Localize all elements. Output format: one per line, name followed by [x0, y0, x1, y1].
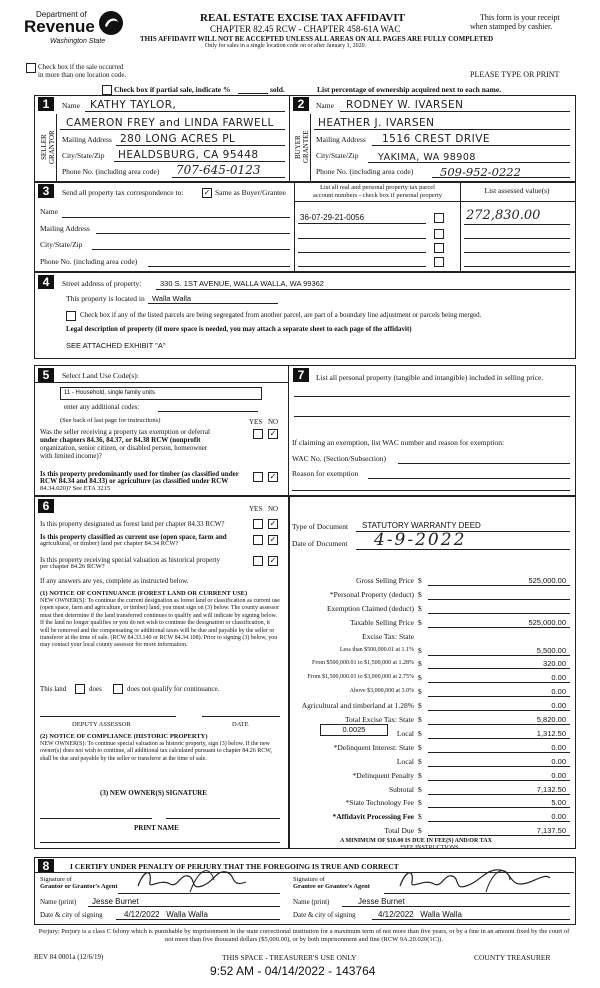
- tax-row-label: From $1,500,000.01 to $3,000,000 at 2.75%: [307, 674, 414, 681]
- grantee-sig-label-2: Grantee or Grantee's Agent: [293, 883, 370, 890]
- seller-addr[interactable]: 280 LONG ACRES PL: [120, 133, 236, 145]
- tax-row-label: *Affidavit Processing Fee: [332, 812, 414, 822]
- tax-row-value[interactable]: 0.00: [551, 742, 566, 752]
- section-1-badge: 1: [38, 97, 54, 111]
- notice-2-body: NEW OWNER(S): To continue special valuation as historic property, sign (3) below. If the new owner(s) does not wish to continue, all additional tax calculated pursuant to chapter 84.26 RCW, shall be due and payable by the seller or transferor at the time of sale.: [40, 741, 272, 762]
- tax-row-label: Above $3,000,000 at 3.0%: [349, 688, 414, 695]
- tax-row-dollar: $: [418, 701, 422, 711]
- grantor-name[interactable]: Jesse Burnet: [92, 897, 139, 906]
- tax-row-label: Agricultural and timberland at 1.28%: [301, 701, 414, 711]
- receipt-stamp: 9:52 AM - 04/14/2022 - 143764: [210, 964, 376, 978]
- multi-location-checkbox[interactable]: [26, 63, 36, 73]
- receipt-note-1: This form is your receipt: [480, 13, 560, 22]
- doc-date-label: Date of Document: [292, 539, 348, 548]
- s3-addr-label: Mailing Address: [40, 224, 90, 233]
- tax-row-label: *State Technology Fee: [345, 798, 414, 808]
- buyer-phone-label: Phone No. (including area code): [316, 167, 414, 176]
- luc-select[interactable]: [60, 387, 262, 400]
- s6-if-yes: If any answers are yes, complete as instructed below.: [40, 577, 189, 585]
- state-label: Washington State: [50, 38, 106, 45]
- tax-row-dollar: $: [418, 687, 422, 697]
- tax-row-dollar: $: [418, 728, 422, 738]
- s6-q1-yes-checkbox[interactable]: [253, 519, 263, 529]
- deputy-date-line[interactable]: [202, 716, 280, 717]
- see-instructions: *SEE INSTRUCTIONS: [400, 845, 459, 851]
- tax-row-dollar: $: [418, 673, 422, 683]
- s5-q1-yes-checkbox[interactable]: [253, 429, 263, 439]
- personal-property-label: List all personal property (tangible and intangible) included in selling price.: [316, 373, 544, 382]
- tax-row-dollar: $: [418, 659, 422, 669]
- partial-percent-line[interactable]: [238, 93, 268, 94]
- reason-label: Reason for exemption: [292, 469, 359, 478]
- s3-city-line[interactable]: [92, 249, 290, 250]
- partial-sale-checkbox[interactable]: [102, 85, 112, 95]
- wac-label: WAC No. (Section/Subsection): [292, 454, 386, 463]
- tax-row-value[interactable]: 5,500.00: [536, 645, 566, 655]
- s6-yes-header: YES: [249, 505, 263, 513]
- land-does-checkbox[interactable]: [75, 684, 85, 694]
- owner-sig-line-2[interactable]: [166, 818, 280, 819]
- tax-row-value[interactable]: 0.00: [551, 770, 566, 780]
- s6-q2-yes-checkbox[interactable]: [253, 535, 263, 545]
- seller-side-label: SELLER GRANTOR: [40, 130, 56, 164]
- revenue-label: Revenue: [24, 17, 95, 36]
- form-sub: Only for sales in a single location code on or after January 1, 2020.: [205, 43, 367, 49]
- doc-type-value[interactable]: STATUTORY WARRANTY DEED: [362, 521, 481, 530]
- reason-line[interactable]: [368, 478, 570, 479]
- tax-row-dollar: $: [418, 826, 422, 836]
- tax-row-label: Local: [396, 756, 414, 766]
- tax-row-value[interactable]: 7,132.50: [536, 784, 566, 794]
- notice-1-body: NEW OWNER(S): To continue the current designation as forest land or classification as current use (open space, farm and agriculture, or timber) land, you must sign on (3) below. The county assessor must then determine if the land transferred continues to qualify and will indicate by signing below. If the land no longer qualifies or you do not wish to continue the designation or classification, it will be removed and the compensating or additional taxes will be due and payable by the seller or transferor at the time of sale. (RCW 84.33.140 or RCW 84.34.108). Prior to signing (3) below, you may contact your local county assessor for more information.: [40, 598, 280, 649]
- s5-q2-a: Is this property predominantly used for timber (as classified under: [40, 470, 239, 478]
- does-label: does: [89, 685, 102, 693]
- tax-row-value[interactable]: 7,137.50: [536, 826, 566, 836]
- tax-row-value[interactable]: 320.00: [543, 659, 566, 669]
- tax-row-value[interactable]: 5.00: [551, 798, 566, 808]
- notice-1-title: (1) NOTICE OF CONTINUANCE (FOREST LAND OR CURRENT USE): [40, 590, 248, 597]
- tax-row-label: Exemption Claimed (deduct): [326, 603, 414, 613]
- luc-label: Select Land Use Code(s):: [62, 371, 139, 380]
- tax-row-dollar: $: [418, 617, 422, 627]
- tax-row-dollar: $: [418, 812, 422, 822]
- notice-3-title: (3) NEW OWNER(S) SIGNATURE: [100, 789, 207, 797]
- s6-q3-a: Is this property receiving special valuation as historical property: [40, 556, 221, 564]
- tax-row-label: *Delinquent Penalty: [352, 770, 414, 780]
- tax-row-dollar: $: [418, 756, 422, 766]
- s6-no-header: NO: [268, 505, 279, 513]
- dor-swirl-icon: [98, 10, 124, 36]
- buyer-city[interactable]: YAKIMA, WA 98908: [378, 152, 476, 163]
- additional-codes-line[interactable]: [158, 411, 258, 412]
- section-4-badge: 4: [38, 275, 54, 289]
- tax-row-dollar: $: [418, 798, 422, 808]
- s3-phone-line[interactable]: [148, 266, 290, 267]
- same-as-buyer-checkbox[interactable]: ✓: [203, 188, 211, 197]
- seller-name-label: Name: [62, 101, 80, 110]
- legal-description[interactable]: SEE ATTACHED EXHIBIT "A": [66, 341, 166, 350]
- parcel-header-2: account numbers - check box if personal property: [312, 192, 443, 199]
- segregated-checkbox[interactable]: [66, 311, 76, 321]
- section-8-badge: 8: [38, 859, 54, 873]
- buyer-addr[interactable]: 1516 CREST DRIVE: [382, 133, 491, 145]
- grantor-name-label: Name (print): [40, 898, 77, 906]
- s5-q1-a: Was the seller receiving a property tax exemption or deferral: [40, 428, 210, 436]
- seller-name-1[interactable]: KATHY TAYLOR,: [90, 99, 177, 111]
- s6-q1: Is this property designated as forest land per chapter 84.33 RCW?: [40, 520, 225, 528]
- s6-q3-yes-checkbox[interactable]: [253, 556, 263, 566]
- seller-city[interactable]: HEALDSBURG, CA 95448: [118, 149, 259, 161]
- parcel-number-1[interactable]: 36-07-29-21-0056: [300, 213, 365, 222]
- buyer-phone[interactable]: 509-952-0222: [440, 165, 521, 179]
- see-back-label: (See back of last page for instructions): [60, 417, 161, 424]
- tax-row-value[interactable]: 0.00: [551, 687, 566, 697]
- dor-logo: [22, 8, 132, 54]
- tax-row-value[interactable]: 1,312.50: [536, 728, 566, 738]
- minimum-note: A MINIMUM OF $10.00 IS DUE IN FEE(S) AND/OR TAX: [340, 838, 492, 844]
- parcel-1-checkbox[interactable]: [434, 213, 444, 223]
- street-label: Street address of property:: [62, 279, 142, 288]
- grantee-name-label: Name (print): [293, 898, 330, 906]
- assessed-header: List assessed value(s): [484, 186, 550, 195]
- section-6-badge: 6: [38, 499, 54, 513]
- pct-ownership-label: List percentage of ownership acquired next to each name.: [317, 85, 502, 94]
- exemption-claim-label: If claiming an exemption, list WAC number and reason for exemption:: [292, 438, 505, 447]
- print-name-label: PRINT NAME: [134, 824, 179, 832]
- s3-phone-label: Phone No. (including area code): [40, 257, 138, 266]
- s5-q1-d: with limited income)?: [40, 452, 102, 460]
- buyer-name-2[interactable]: HEATHER J. IVARSEN: [318, 117, 435, 129]
- doc-date-value[interactable]: 4-9-2022: [374, 530, 467, 550]
- buyer-city-label: City/State/Zip: [316, 151, 359, 160]
- local-rate-box[interactable]: [320, 724, 388, 736]
- located-value[interactable]: Walla Walla: [152, 294, 192, 303]
- deputy-line[interactable]: [40, 716, 176, 717]
- this-land-label: This land: [40, 685, 67, 693]
- partial-sale-label: Check box if partial sale, indicate %: [114, 85, 231, 94]
- s3-city-label: City/State/Zip: [40, 240, 83, 249]
- tax-row-label: Local: [396, 728, 414, 738]
- sold-label: sold.: [270, 85, 285, 94]
- parcel-header-1: List all real and personal property tax parcel: [320, 184, 435, 191]
- section-5-badge: 5: [38, 368, 54, 382]
- tax-row-value[interactable]: 0.00: [551, 701, 566, 711]
- seller-city-label: City/State/Zip: [62, 151, 105, 160]
- tax-row-value[interactable]: 525,000.00: [528, 576, 566, 585]
- s5-q1-b: under chapters 84.36, 84.37, or 84.38 RCW (nonprofit: [40, 436, 201, 444]
- does-not-label: does not qualify for continuance.: [127, 685, 220, 693]
- tax-row-value[interactable]: 525,000.00: [528, 617, 566, 627]
- tax-row-dollar: $: [418, 576, 422, 585]
- s6-q1-no-checkbox[interactable]: ✓: [269, 519, 277, 528]
- s5-q2-no-checkbox[interactable]: ✓: [269, 472, 277, 481]
- seller-addr-label: Mailing Address: [62, 135, 112, 144]
- tax-row-dollar: $: [418, 742, 422, 752]
- multi-location-label-2: in more than one location code.: [38, 71, 127, 79]
- section-3-badge: 3: [38, 184, 54, 198]
- tax-row-label: Subtotal: [388, 784, 414, 794]
- s6-q2-b: agricultural, or timber) land per chapter 84.34 RCW?: [40, 540, 179, 547]
- county-treasurer: COUNTY TREASURER: [474, 953, 551, 962]
- street-address[interactable]: 330 S. 1ST AVENUE, WALLA WALLA, WA 99362: [160, 279, 324, 288]
- parcel-4-checkbox[interactable]: [434, 257, 444, 267]
- owner-print-line[interactable]: [40, 842, 280, 843]
- receipt-note-2: when stamped by cashier.: [470, 22, 553, 31]
- certify-label: I CERTIFY UNDER PENALTY OF PERJURY THAT THE FOREGOING IS TRUE AND CORRECT: [70, 862, 399, 871]
- tax-row-dollar: $: [418, 770, 422, 780]
- tax-row-label: Gross Selling Price: [356, 576, 414, 585]
- s5-yes-header: YES: [249, 418, 263, 426]
- legal-label: Legal description of property (if more space is needed, you may attach a separate sheet to each page of the affidavit): [66, 325, 412, 333]
- perjury-note: Perjury: Perjury is a class C felony which is punishable by imprisonment in the state correctional institution for a maximum term of not more than five years, or by a fine in an amount fixed by the court of not more than five thousand dollars ($5,000.00), or by both imprisonment and fine (RCW 9A.20.020(1C)).: [38, 928, 570, 943]
- s5-q1-no-checkbox[interactable]: ✓: [269, 429, 277, 438]
- luc-value: 11 - Household, single family units: [64, 390, 155, 396]
- grantee-date[interactable]: 4/12/2022 Walla Walla: [378, 910, 462, 919]
- grantee-signature[interactable]: [390, 864, 560, 894]
- parcel-2-checkbox[interactable]: [434, 229, 444, 239]
- tax-row-dollar: $: [418, 784, 422, 794]
- grantee-name[interactable]: Jesse Burnet: [358, 897, 405, 906]
- parcel-3-checkbox[interactable]: [434, 243, 444, 253]
- treasurer-space: THIS SPACE - TREASURER'S USE ONLY: [222, 953, 357, 962]
- deputy-date-label: DATE: [232, 721, 249, 728]
- owner-sig-line-1[interactable]: [40, 818, 152, 819]
- buyer-addr-label: Mailing Address: [316, 135, 366, 144]
- rev-number: REV 84 0001a (12/6/19): [34, 953, 104, 961]
- tax-row-label: Taxable Selling Price: [349, 617, 414, 627]
- doc-type-label: Type of Document: [292, 522, 349, 531]
- s6-q3-b: per chapter 84.26 RCW?: [40, 563, 105, 570]
- s5-no-header: NO: [268, 418, 279, 426]
- tax-row-label: Excise Tax: State: [362, 631, 414, 641]
- seller-name-2[interactable]: CAMERON FREY and LINDA FARWELL: [66, 117, 274, 129]
- grantor-signature[interactable]: [130, 864, 260, 894]
- s6-q2-a: Is this property classified as current use (open space, farm and: [40, 533, 227, 541]
- tax-row-label: Total Due: [384, 826, 414, 836]
- wac-line[interactable]: [398, 463, 570, 464]
- tax-row-dollar: $: [418, 715, 422, 724]
- grantor-sig-label-2: Grantor or Grantor's Agent: [40, 883, 118, 890]
- grantor-date[interactable]: 4/12/2022 Walla Walla: [124, 910, 208, 919]
- tax-row-dollar: $: [418, 589, 422, 599]
- s5-q1-c: organization, senior citizen, or disabled person, homeowner: [40, 444, 208, 452]
- s5-q2-c: 84.34.020)? See ETA 3215: [40, 485, 111, 492]
- s5-q2-b: RCW 84.34 and 84.33) or agriculture (as classified under RCW: [40, 477, 229, 485]
- buyer-name-1[interactable]: RODNEY W. IVARSEN: [346, 99, 464, 111]
- notice-2-title: (2) NOTICE OF COMPLIANCE (HISTORIC PROPERTY): [40, 733, 208, 740]
- additional-codes-label: enter any additional codes:: [64, 403, 140, 411]
- segregated-label: Check box if any of the listed parcels are being segregated from another parcel, are part of a boundary line adjustment or parcels being merged.: [80, 311, 482, 319]
- s3-addr-line[interactable]: [96, 233, 290, 234]
- tax-row-label: *Personal Property (deduct): [329, 589, 414, 599]
- grantor-sig-label-1: Signature of: [40, 876, 72, 883]
- tax-row-value[interactable]: 0.00: [551, 812, 566, 822]
- tax-row-dollar: $: [418, 603, 422, 613]
- multi-location-label-1: Check box if the sale occurred: [38, 63, 124, 71]
- please-type: PLEASE TYPE OR PRINT: [470, 70, 560, 79]
- form-warning: THIS AFFIDAVIT WILL NOT BE ACCEPTED UNLESS ALL AREAS ON ALL PAGES ARE FULLY COMPLETED: [140, 35, 494, 43]
- s3-name-label: Name: [40, 207, 58, 216]
- tax-row-value[interactable]: 0.00: [551, 756, 566, 766]
- section-7-badge: 7: [293, 368, 309, 382]
- deputy-label: DEPUTY ASSESSOR: [72, 721, 131, 728]
- tax-row-dollar: $: [418, 645, 422, 655]
- tax-row-label: Less than $500,000.01 at 1.1%: [339, 646, 414, 653]
- send-label: Send all property tax correspondence to:: [62, 188, 184, 197]
- tax-row-label: From $500,000.01 to $1,500,000 at 1.28%: [312, 660, 414, 667]
- grantee-date-label: Date & city of signing: [293, 911, 356, 919]
- grantor-date-label: Date & city of signing: [40, 911, 103, 919]
- buyer-side-label: BUYER GRANTEE: [294, 130, 310, 164]
- s5-q2-yes-checkbox[interactable]: [253, 472, 263, 482]
- form-chapter: CHAPTER 82.45 RCW - CHAPTER 458-61A WAC: [210, 24, 401, 34]
- located-label: This property is located in: [66, 294, 145, 303]
- local-rate: 0.0025: [342, 725, 366, 734]
- dept-label: Department of: [36, 10, 87, 19]
- seller-phone-label: Phone No. (including area code): [62, 167, 160, 176]
- seller-phone[interactable]: 707-645-0123: [176, 163, 261, 177]
- assessed-value-1[interactable]: 272,830.00: [466, 208, 541, 223]
- section-2-badge: 2: [293, 97, 309, 111]
- tax-row-label: *Delinquent Interest: State: [333, 742, 414, 752]
- tax-row-value[interactable]: 5,820.00: [536, 715, 566, 724]
- s6-q3-no-checkbox[interactable]: ✓: [269, 556, 277, 565]
- tax-row-value[interactable]: 0.00: [551, 673, 566, 683]
- land-does-not-checkbox[interactable]: [113, 684, 123, 694]
- tax-row-label: Total Excise Tax: State: [344, 715, 414, 724]
- buyer-name-label: Name: [316, 101, 334, 110]
- s3-name-line[interactable]: [62, 217, 290, 218]
- same-as-buyer-label: Same as Buyer/Grantee: [215, 188, 286, 197]
- grantee-sig-label-1: Signature of: [293, 876, 325, 883]
- form-title: REAL ESTATE EXCISE TAX AFFIDAVIT: [200, 12, 405, 24]
- s6-q2-no-checkbox[interactable]: ✓: [269, 535, 277, 544]
